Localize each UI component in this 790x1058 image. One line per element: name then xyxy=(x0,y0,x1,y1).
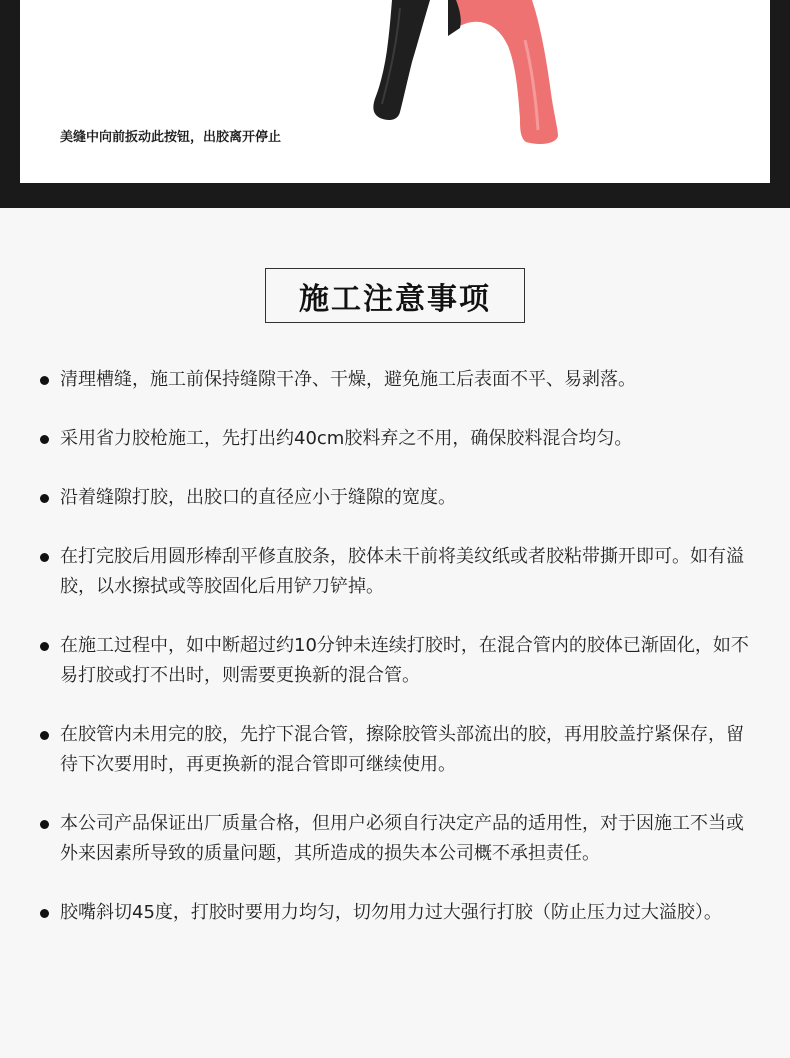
notes-list xyxy=(38,365,758,957)
product-photo xyxy=(20,0,770,183)
bullet-icon xyxy=(40,553,49,562)
note-text: 沿着缝隙打胶，出胶口的直径应小于缝隙的宽度。 xyxy=(60,487,456,508)
bullet-icon xyxy=(40,642,49,651)
note-text: 胶嘴斜切45度，打胶时要用力均匀，切勿用力过大强行打胶（防止压力过大溢胶）。 xyxy=(60,902,722,923)
bullet-icon xyxy=(40,494,49,503)
list-item xyxy=(38,365,758,395)
note-text: 在施工过程中，如中断超过约10分钟未连续打胶时，在混合管内的胶体已渐固化，如不易打胶或打不出时，则需要更换新的混合管。 xyxy=(60,635,749,686)
list-item xyxy=(38,809,758,869)
bullet-icon xyxy=(40,435,49,444)
bullet-icon xyxy=(40,376,49,385)
bullet-icon xyxy=(40,909,49,918)
note-text: 在打完胶后用圆形棒刮平修直胶条，胶体未干前将美纹纸或者胶粘带撕开即可。如有溢胶，以水擦拭或等胶固化后用铲刀铲掉。 xyxy=(60,546,744,597)
note-text: 在胶管内未用完的胶，先拧下混合管，擦除胶管头部流出的胶，再用胶盖拧紧保存，留待下次要用时，再更换新的混合管即可继续使用。 xyxy=(60,724,744,775)
note-text: 采用省力胶枪施工，先打出约40cm胶料弃之不用，确保胶料混合均匀。 xyxy=(60,428,633,449)
photo-caption: 美缝中向前扳动此按钮，出胶离开停止 xyxy=(60,130,282,145)
list-item xyxy=(38,542,758,602)
list-item xyxy=(38,631,758,691)
note-text: 本公司产品保证出厂质量合格，但用户必须自行决定产品的适用性，对于因施工不当或外来因素所导致的质量问题，其所造成的损失本公司概不承担责任。 xyxy=(60,813,744,864)
glue-gun-handle-icon xyxy=(20,0,770,183)
list-item xyxy=(38,720,758,780)
note-text: 清理槽缝，施工前保持缝隙干净、干燥，避免施工后表面不平、易剥落。 xyxy=(60,369,636,390)
list-item xyxy=(38,424,758,454)
bullet-icon xyxy=(40,820,49,829)
bullet-icon xyxy=(40,731,49,740)
list-item xyxy=(38,483,758,513)
list-item xyxy=(38,898,758,928)
section-title: 施工注意事项 xyxy=(265,268,525,323)
